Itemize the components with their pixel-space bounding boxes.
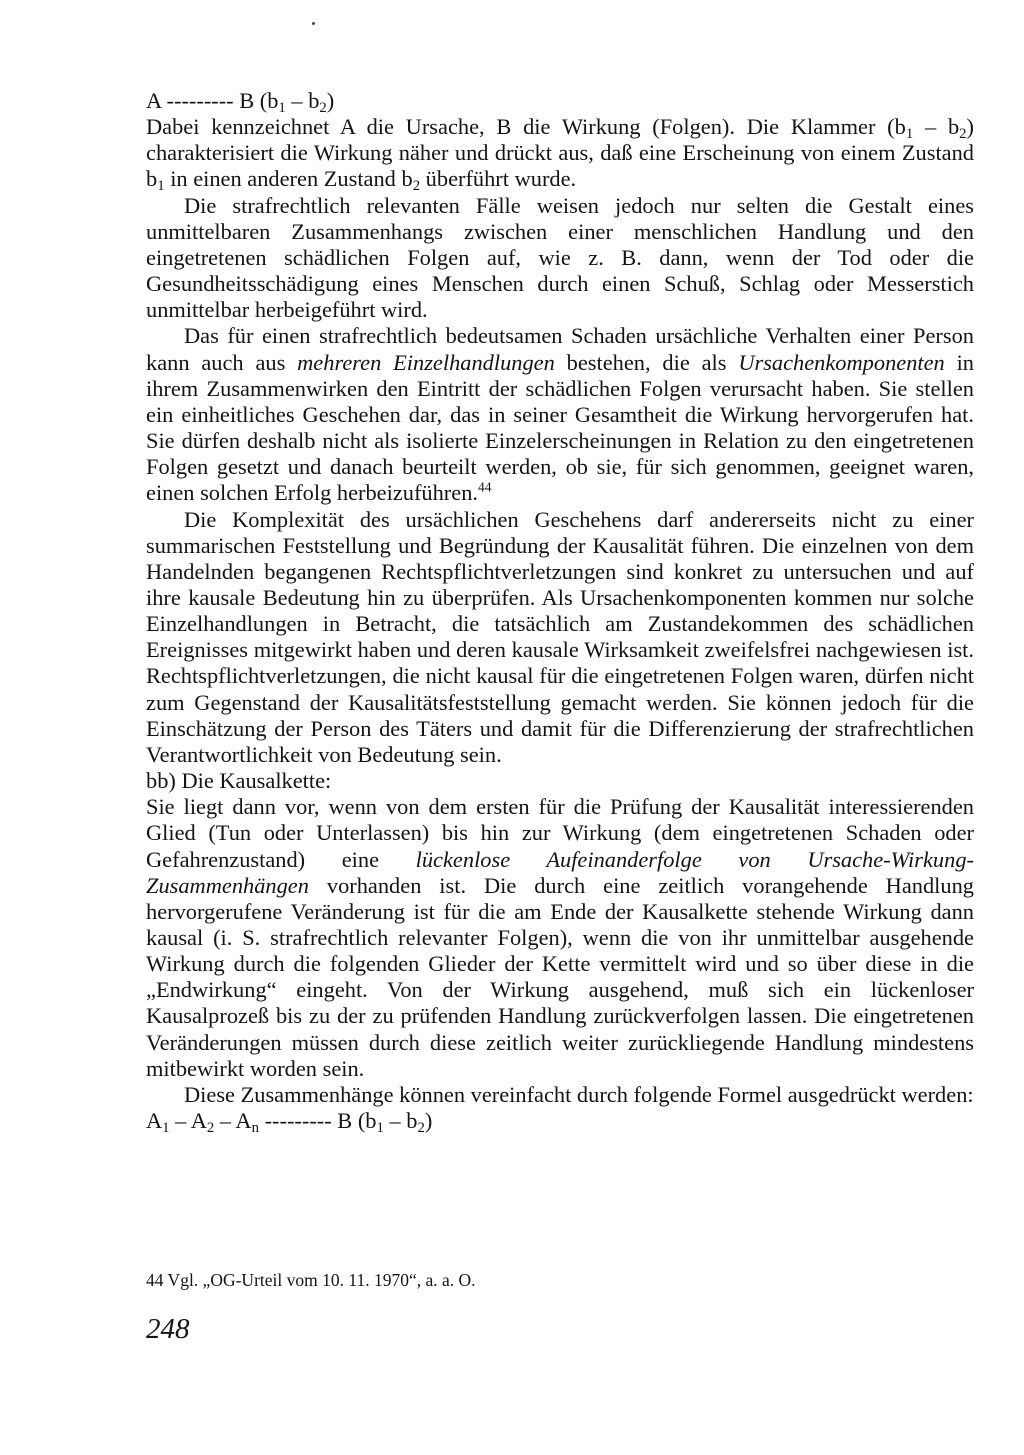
paragraph-formula-intro: Diese Zusammenhänge können vereinfacht durch folgende Formel ausgedrückt werden: (184, 1081, 974, 1107)
paragraph-complexity: Die Komplexität des ursächlichen Geschehens darf andererseits nicht zu einer summarischen Feststellung und Begründung der Kausalität führen. Die einzelnen von dem Handelnden begangenen Rechtspflichtverletzungen sind konkret zu untersuchen und auf ihre kausale Bedeutung hin zu überprüfen. Als Ursachenkomponenten kommen nur solche Einzelhandlungen in Betracht, die tatsächlich am Zustandekommen des schädlichen Ereignisses mitgewirkt haben und deren kausale Wirksamkeit zweifelsfrei nachgewiesen ist. Rechtspflichtverletzungen, die nicht kausal für die eingetretenen Folgen waren, dürfen nicht zum Gegenstand der Kausalitätsfeststellung gemacht werden. Sie können jedoch für die Einschätzung der Person des Täters und damit für die Differenzierung der strafrechtlichen Verantwortlichkeit von Bedeutung sein. (146, 506, 974, 767)
body-text (146, 88, 975, 1137)
formula-simple-causation: A --------- B $(b_1 - b_2)$ (146, 88, 335, 117)
scan-speck (312, 22, 315, 25)
subheading-causal-chain: bb) Die Kausalkette: (146, 768, 332, 794)
paragraph-direct-relation: Die strafrechtlich relevanten Fälle weisen jedoch nur selten die Gestalt eines unmittelbaren Zusammenhangs zwischen einer menschlichen Handlung und den eingetretenen schädlichen Folgen auf, wie z. B. dann, wenn der Tod oder die Gesundheitsschädigung eines Menschen durch einen Schuß, Schlag oder Messerstich unmittelbar herbeigeführt wird. (146, 192, 974, 323)
page-number: 248 (146, 1313, 190, 1345)
paragraph-cause-components: Das für einen strafrechtlich bedeutsamen Schaden ursächliche Verhalten einer Person kann auch aus mehreren Einzelhandlungen bestehen, die als Ursachenkomponenten in ihrem Zusammenwirken den Eintritt der schädlichen Folgen verursacht haben. Sie stellen ein einheitliches Geschehen dar, das in seiner Gesamtheit die Wirkung hervorgerufen hat. Sie dürfen deshalb nicht als isolierte Einzelerscheinungen in Relation zu den eingetretenen Folgen gesetzt und danach beurteilt werden, ob sie, für sich genommen, geeignet waren, einen solchen Erfolg herbeizuführen.$^{44}$ (146, 323, 974, 506)
formula-causal-chain: $A_1 - A_2 - A_n$ --------- B $(b_1 - b_2)$ (146, 1108, 433, 1137)
paragraph-definition: Dabei kennzeichnet A die Ursache, B die Wirkung (Folgen). Die Klammer $(b_1 - b_2)$ charakterisiert die Wirkung näher und drückt aus, daß eine Erscheinung von einem Zustand $b_1$ in einen anderen Zustand $b_2$ überführt wurde. (146, 114, 975, 195)
paragraph-causal-chain: Sie liegt dann vor, wenn von dem ersten für die Prüfung der Kausalität interessierenden Glied (Tun oder Unterlassen) bis hin zur Wirkung (dem eingetretenen Schaden oder Gefahrenzustand) eine lückenlose Aufeinanderfolge von Ursache-Wirkung-Zusammenhängen vorhanden ist. Die durch eine zeitlich vorangehende Handlung hervorgerufene Veränderung ist für die am Ende der Kausalkette stehende Wirkung dann kausal (i. S. strafrechtlich relevanter Folgen), wenn die von ihr unmittelbar ausgehende Wirkung durch die folgenden Glieder der Kette vermittelt wird und so über diese in die „Endwirkung“ eingeht. Von der Wirkung ausgehend, muß sich ein lückenloser Kausalprozeß bis zu der zu prüfenden Handlung zurückverfolgen lassen. Die eingetretenen Veränderungen müssen durch diese zeitlich weiter zurückliegende Handlung mindestens mitbewirkt worden sein. (146, 794, 974, 1081)
footnote-reference: 44 (478, 479, 492, 495)
footnote: 44 Vgl. „OG-Urteil vom 10. 11. 1970“, a. a. O. (146, 1270, 476, 1290)
